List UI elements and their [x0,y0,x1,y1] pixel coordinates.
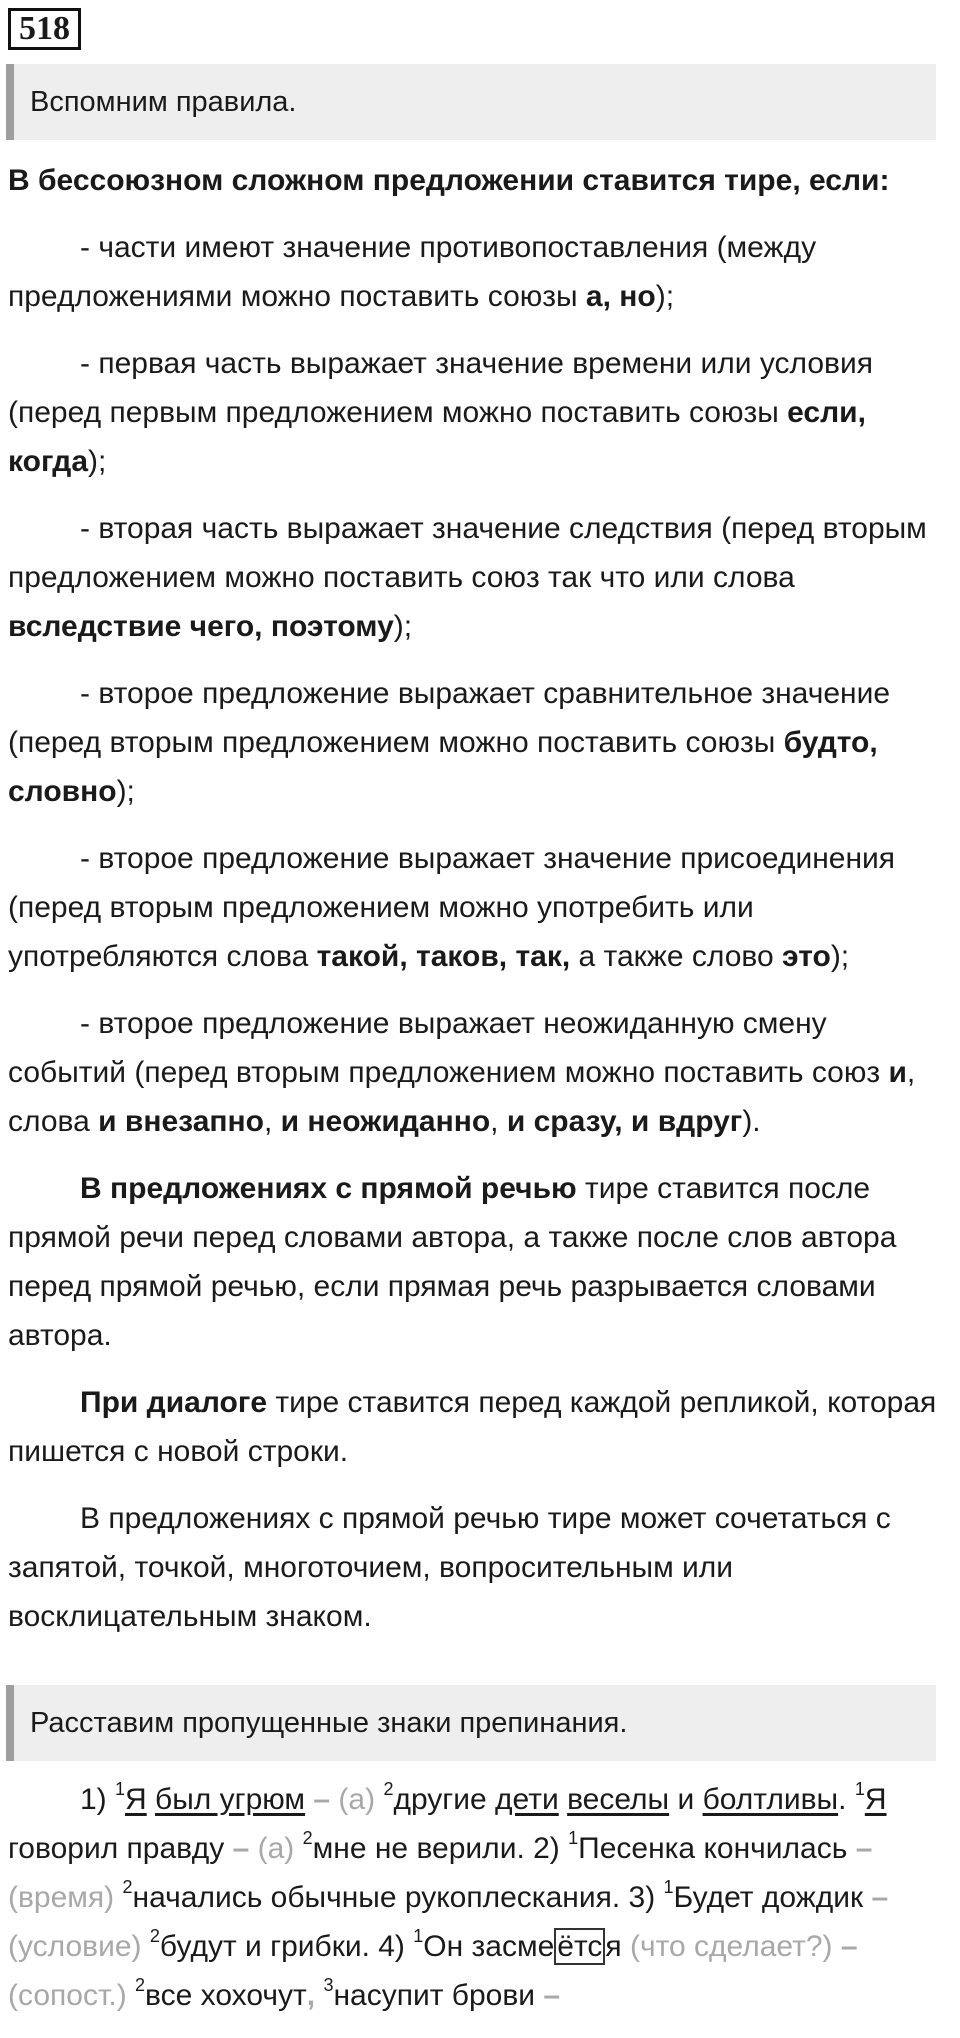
section-header-rules: Вспомним правила. [6,64,936,140]
rule-direct-speech: В предложениях с прямой речью тире ставится после прямой речи перед словами автора, а также после слов автора перед прямой речью, если прямая речь разрывается словами автора. [8,1172,897,1352]
rules-heading: В бессоюзном сложном предложении ставится тире, если: [8,164,890,197]
rules-text [8,156,938,1659]
rule-sudden-change: - второе предложение выражает неожиданную смену событий (перед вторым предложением можно поставить союз и, слова и внезапно, и неожиданно, и сразу, и вдруг). [8,1007,916,1138]
exercise-number: 518 [8,8,81,50]
answer-paragraph: 1) $^1$Я был угрюм – (а) $^2$другие дети веселы и болтливы. $^1$Я говорил правду – (а) $^2$мне не верили. 2) $^1$Песенка кончилась – (время) $^2$начались обычные рукоплескания. 3) $^1$Будет дождик – (условие) $^2$будут и грибки. 4) $^1$Он засме ётс я (что сделает?) – (сопост.) $^2$все хохочут, $^3$насупит брови – [8,1779,889,2012]
rule-combination: В предложениях с прямой речью тире может сочетаться с запятой, точкой, многоточием, вопросительным или восклицательным знаком. [8,1502,891,1633]
rule-attachment: - второе предложение выражает значение присоединения (перед вторым предложением можно употребить или употребляются слова такой, таков, так, а также слово это); [8,842,896,973]
rule-consequence: - вторая часть выражает значение следствия (перед вторым предложением можно поставить союз так что или слова вследствие чего, поэтому); [8,512,927,643]
suffix-box: ётс [554,1928,605,1965]
rule-comparison: - второе предложение выражает сравнительное значение (перед вторым предложением можно поставить союзы будто, словно); [8,677,891,808]
section-header-exercise: Расставим пропущенные знаки препинания. [6,1685,936,1761]
rule-time-condition: - первая часть выражает значение времени или условия (перед первым предложением можно поставить союзы если, когда); [8,347,873,478]
rule-contrast: - части имеют значение противопоставления (между предложениями можно поставить союзы а, но); [8,231,817,313]
answer-text [8,1775,938,2038]
rule-dialogue: При диалоге тире ставится перед каждой репликой, которая пишется с новой строки. [8,1386,937,1468]
